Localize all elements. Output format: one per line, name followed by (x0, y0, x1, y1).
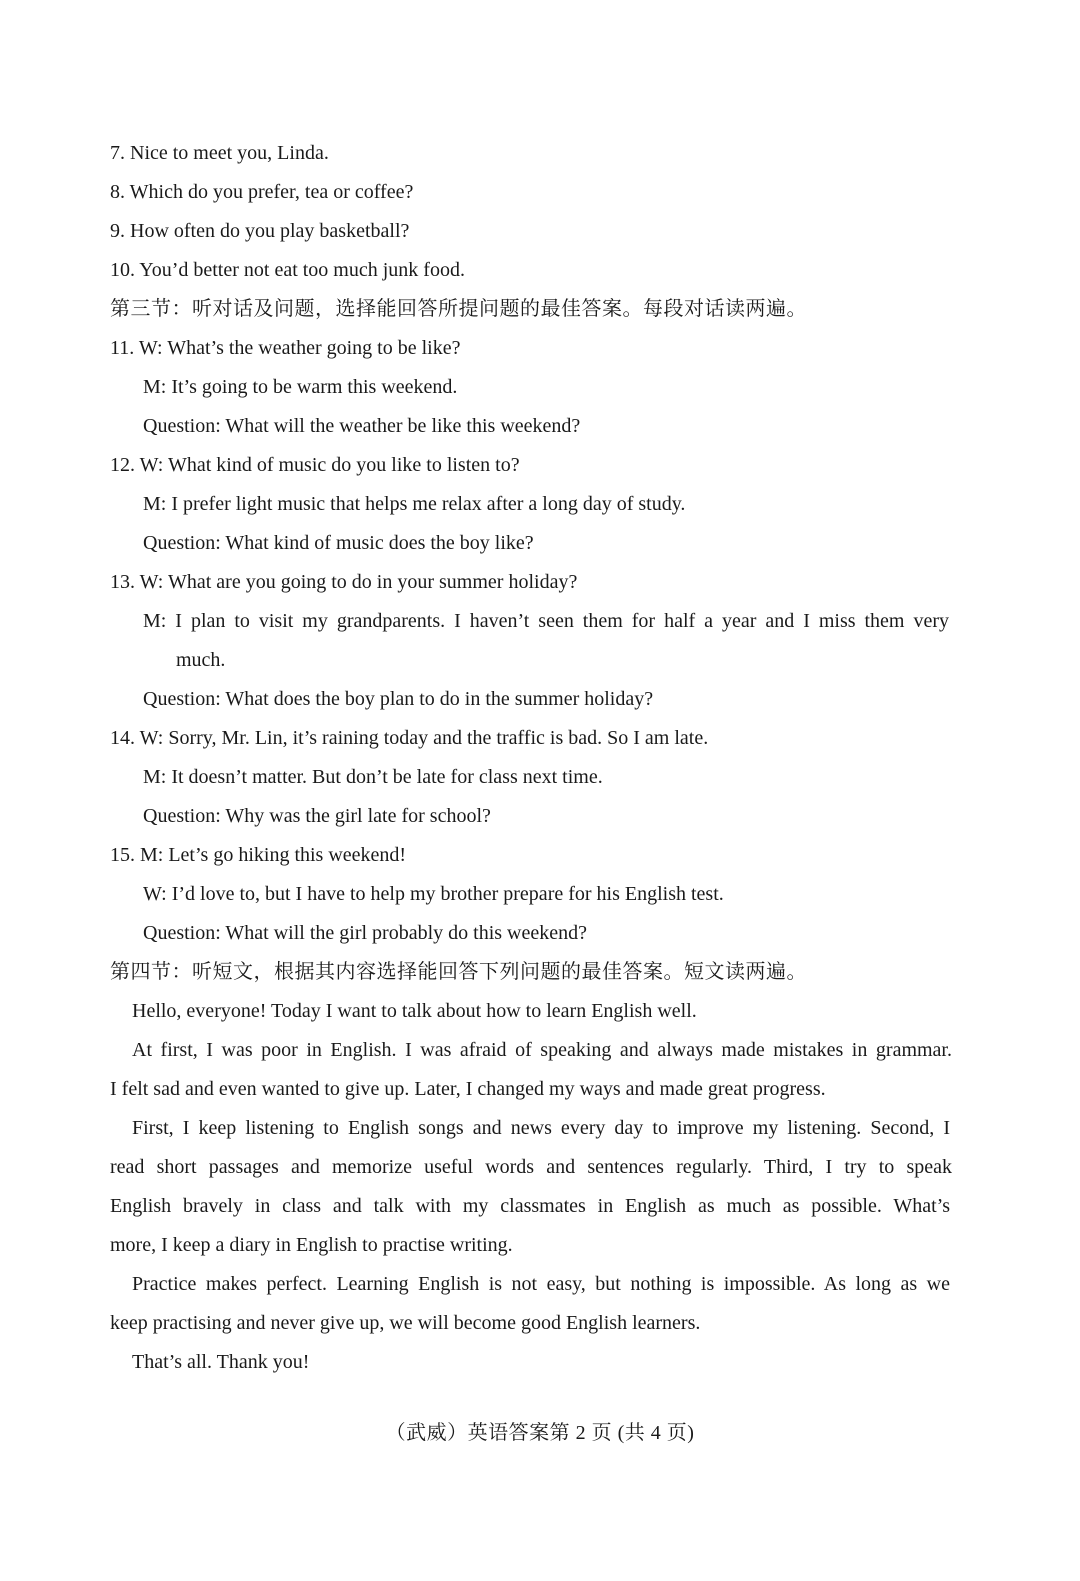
passage-line-1: Hello, everyone! Today I want to talk about how to learn English well. (132, 1000, 697, 1022)
dialog-11-question: Question: What will the weather be like this weekend? (143, 415, 581, 437)
section-3-heading: 第三节：听对话及问题，选择能回答所提问题的最佳答案。每段对话读两遍。 (110, 298, 807, 320)
dialog-14-man: M: It doesn’t matter. But don’t be late for class next time. (143, 766, 603, 788)
listening-item-10: 10. You’d better not eat too much junk food. (110, 259, 465, 281)
passage-line-10: That’s all. Thank you! (132, 1351, 310, 1373)
passage-line-8: Practice makes perfect. Learning English is not easy, but nothing is impossible. As long as we (132, 1273, 950, 1295)
passage-line-2: At first, I was poor in English. I was afraid of speaking and always made mistakes in grammar. (132, 1039, 952, 1061)
passage-line-7: more, I keep a diary in English to practise writing. (110, 1234, 513, 1256)
dialog-15-woman: W: I’d love to, but I have to help my brother prepare for his English test. (143, 883, 724, 905)
listening-item-7: 7. Nice to meet you, Linda. (110, 142, 329, 164)
page-footer: （武威）英语答案第 2 页 (共 4 页) (385, 1422, 695, 1444)
dialog-14-question: Question: Why was the girl late for school? (143, 805, 491, 827)
dialog-12-question: Question: What kind of music does the boy like? (143, 532, 534, 554)
dialog-15-question: Question: What will the girl probably do this weekend? (143, 922, 587, 944)
dialog-11-woman: 11. W: What’s the weather going to be like? (110, 337, 461, 359)
dialog-13-woman: 13. W: What are you going to do in your summer holiday? (110, 571, 578, 593)
section-4-heading: 第四节：听短文，根据其内容选择能回答下列问题的最佳答案。短文读两遍。 (110, 961, 807, 983)
listening-item-8: 8. Which do you prefer, tea or coffee? (110, 181, 414, 203)
dialog-14-woman: 14. W: Sorry, Mr. Lin, it’s raining today and the traffic is bad. So I am late. (110, 727, 709, 749)
dialog-13-man-continued: much. (176, 649, 226, 671)
passage-line-9: keep practising and never give up, we will become good English learners. (110, 1312, 701, 1334)
dialog-15-man: 15. M: Let’s go hiking this weekend! (110, 844, 407, 866)
passage-line-4: First, I keep listening to English songs and news every day to improve my listening. Second, I (132, 1117, 950, 1139)
dialog-12-woman: 12. W: What kind of music do you like to listen to? (110, 454, 520, 476)
passage-line-6: English bravely in class and talk with my classmates in English as much as possible. What’s (110, 1195, 950, 1217)
dialog-11-man: M: It’s going to be warm this weekend. (143, 376, 458, 398)
passage-line-5: read short passages and memorize useful words and sentences regularly. Third, I try to speak (110, 1156, 952, 1178)
dialog-13-man: M: I plan to visit my grandparents. I haven’t seen them for half a year and I miss them very (143, 610, 949, 632)
dialog-13-question: Question: What does the boy plan to do in the summer holiday? (143, 688, 654, 710)
listening-item-9: 9. How often do you play basketball? (110, 220, 410, 242)
passage-line-3: I felt sad and even wanted to give up. Later, I changed my ways and made great progress. (110, 1078, 826, 1100)
dialog-12-man: M: I prefer light music that helps me relax after a long day of study. (143, 493, 686, 515)
